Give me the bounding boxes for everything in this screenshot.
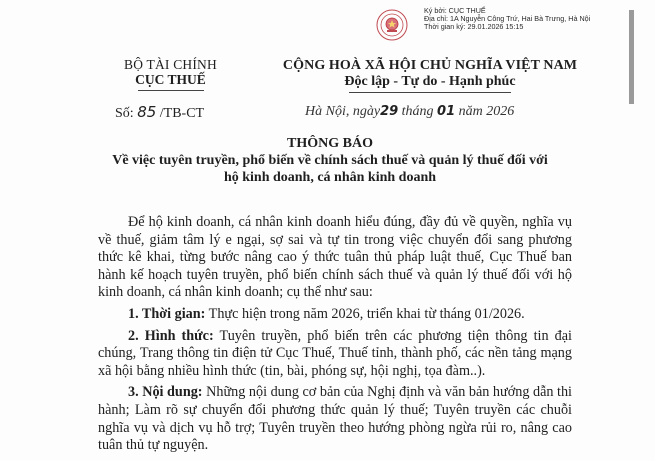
item-label: 3. Nội dung: bbox=[128, 384, 203, 401]
document-body bbox=[98, 214, 572, 459]
item-label: 1. Thời gian: bbox=[128, 305, 206, 322]
scrollbar[interactable] bbox=[629, 10, 634, 104]
national-motto: Độc lập - Tự do - Hạnh phúc bbox=[344, 74, 516, 89]
doc-no-prefix: Số: bbox=[115, 106, 138, 121]
doc-no-suffix: /TB-CT bbox=[156, 106, 205, 121]
signed-by: Ký bởi: CỤC THUẾ bbox=[424, 6, 486, 15]
signature-info bbox=[424, 7, 590, 32]
document-type: THÔNG BÁO bbox=[287, 136, 373, 151]
nation-name: CỘNG HOÀ XÃ HỘI CHỦ NGHĨA VIỆT NAM bbox=[282, 58, 578, 73]
issuing-agency bbox=[118, 57, 223, 91]
item-time bbox=[98, 306, 572, 324]
divider bbox=[349, 92, 511, 93]
item-label: 2. Hình thức: bbox=[128, 327, 214, 344]
subject-line-1: Về việc tuyên truyền, phổ biến về chính sách thuế và quản lý thuế đối với bbox=[112, 153, 548, 168]
intro-paragraph: Để hộ kinh doanh, cá nhân kinh doanh hiểu đúng, đầy đủ về quyền, nghĩa vụ về thuế, giảm tâm lý e ngại, sợ sai và tự tin trong việc chuyển đổi sang phương thức kê khai, từng bước nâng cao ý thức tuân thủ pháp luật thuế, Cục Thuế ban hành kế hoạch tuyên truyền, phổ biến chính sách thuế và quản lý thuế đối với hộ kinh doanh, cá nhân kinh doanh; cụ thể như sau: bbox=[98, 214, 572, 301]
item-text: Những nội dung cơ bản của Nghị định và văn bản hướng dẫn thi hành; Làm rõ sự chuyển đổi phương thức quản lý thuế; Tuyên truyền các chuỗi nghĩa vụ và dịch vụ hỗ trợ; Tuyên truyền theo hướng phòng ngừa rủi ro, nâng cao tuân thủ tự nguyện. bbox=[98, 384, 572, 454]
date-prefix: Hà Nội, ngày bbox=[305, 104, 381, 119]
national-emblem-seal-icon bbox=[376, 9, 408, 41]
national-header bbox=[270, 58, 590, 93]
item-format bbox=[98, 328, 572, 381]
department-name: CỤC THUẾ bbox=[135, 72, 206, 87]
month-label: tháng bbox=[398, 104, 438, 119]
date-month: 01 bbox=[437, 104, 456, 119]
notice-title bbox=[80, 136, 580, 186]
divider bbox=[138, 90, 204, 91]
item-content bbox=[98, 384, 572, 454]
document-number bbox=[115, 103, 204, 122]
signer-address: Địa chỉ: 1A Nguyễn Công Trứ, Hai Bà Trưng, Hà Nội bbox=[424, 14, 591, 24]
ministry-name: BỘ TÀI CHÍNH bbox=[124, 57, 217, 72]
signed-time: Thời gian ký: 29.01.2026 15:15 bbox=[424, 22, 524, 32]
item-text: Tuyên truyền, phổ biến trên các phương tiện thông tin đại chúng, Trang thông tin điện tử Cục Thuế, Thuế tỉnh, thành phố, các nền tảng mạng xã hội bằng nhiều hình thức (tin, bài, phóng sự, hội nghị, tọa đàm..). bbox=[98, 327, 572, 379]
doc-no-handwritten: 85 bbox=[137, 103, 157, 121]
subject-line-2: hộ kinh doanh, cá nhân kinh doanh bbox=[223, 170, 437, 185]
year-label: năm 2026 bbox=[455, 104, 515, 119]
date-day: 29 bbox=[380, 104, 399, 119]
item-text: Thực hiện trong năm 2026, triển khai từ tháng 01/2026. bbox=[205, 305, 525, 322]
issue-date bbox=[305, 104, 514, 120]
